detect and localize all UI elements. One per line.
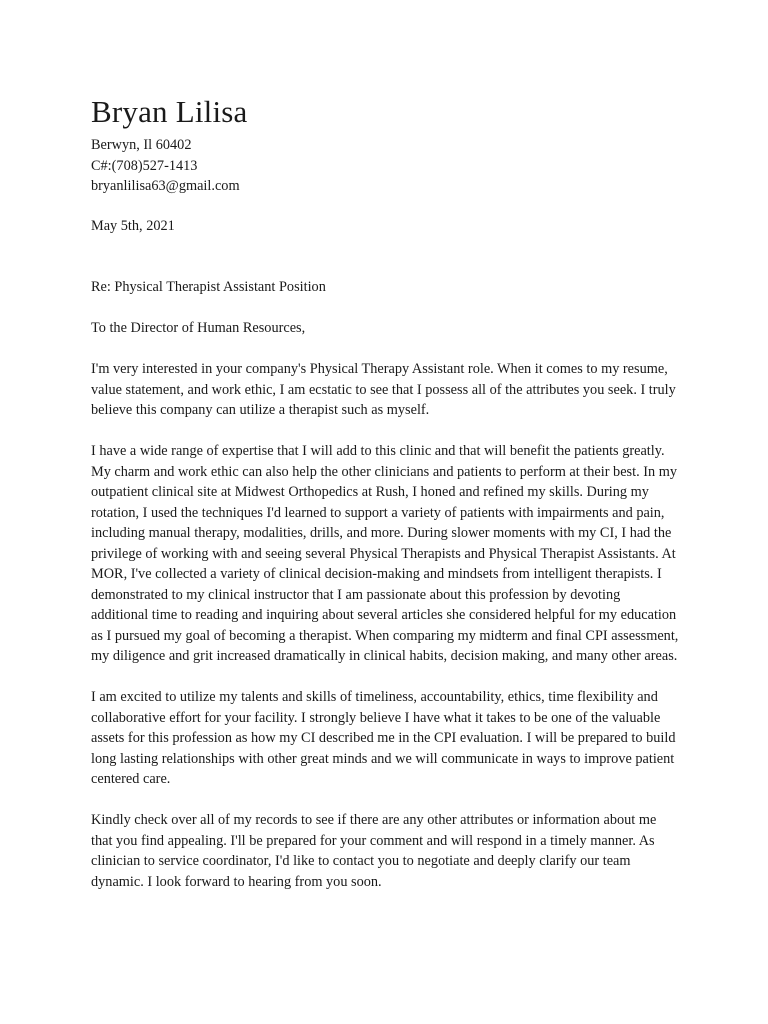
body-paragraph-1: I'm very interested in your company's Physical Therapy Assistant role. When it comes to my resume, value statement, and work ethic, I am ecstatic to see that I possess all of the attributes you seek. I truly believe this company can utilize a therapist such as myself. — [91, 361, 676, 418]
salutation: To the Director of Human Resources, — [91, 320, 306, 336]
body-paragraph-2: I have a wide range of expertise that I will add to this clinic and that will benefit the patients greatly. My charm and work ethic can also help the other clinicians and patients to perform at their best. In my outpatient clinical site at Midwest Orthopedics at Rush, I honed and refined my skills. During my rotation, I used the techniques I'd learned to support a variety of patients with impairments and pain, including manual therapy, modalities, drills, and more. During slower moments with my CI, I had the privilege of working with and seeing several Physical Therapists and Physical Therapist Assistants. At MOR, I've collected a variety of clinical decision-making and mindsets from intelligent therapists. I demonstrated to my clinical instructor that I am passionate about this profession by devoting additional time to reading and inquiring about several articles she considered helpful for my education as I pursued my goal of becoming a therapist. When comparing my midterm and final CPI assessment, my diligence and grit increased dramatically in clinical habits, decision making, and many other areas. — [91, 443, 679, 664]
body-paragraph-4: Kindly check over all of my records to see if there are any other attributes or information about me that you find appealing. I'll be prepared for your comment and will respond in a timely manner. As clinician to service coordinator, I'd like to contact you to negotiate and deeply clarify our team dynamic. I look forward to hearing from you soon. — [91, 812, 657, 890]
letter-date: May 5th, 2021 — [91, 217, 175, 234]
sender-phone: C#:(708)527-1413 — [91, 157, 198, 174]
sender-name: Bryan Lilisa — [91, 94, 248, 129]
subject-line: Re: Physical Therapist Assistant Position — [91, 279, 326, 295]
sender-email: bryanlilisa63@gmail.com — [91, 178, 240, 194]
body-paragraph-3: I am excited to utilize my talents and skills of timeliness, accountability, ethics, time flexibility and collaborative effort for your facility. I strongly believe I have what it takes to be one of the valuable assets for this profession as how my CI described me in the CPI evaluation. I will be prepared to build long lasting relationships with other great minds and we will communicate in ways to improve patient centered care. — [91, 689, 676, 787]
sender-address: Berwyn, Il 60402 — [91, 137, 192, 153]
letter-body — [91, 92, 681, 892]
